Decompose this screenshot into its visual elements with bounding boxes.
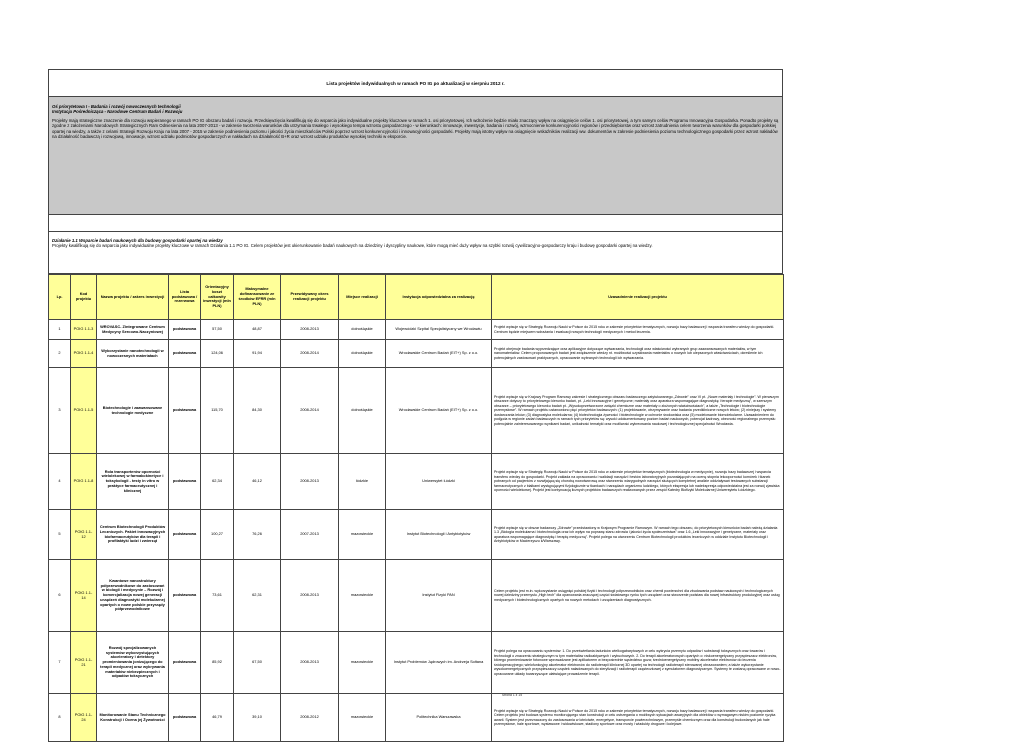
cell-list: podstawowa [169,454,201,510]
cell-just: Projekt wpisuje się w Strategię Rozwoju Nauki w Polsce do 2015 roku w zakresie priorytetów tematycznych, rozwoju bazy badawczej i wsparcia transferu wiedzy do gospodarki. Centrum będzie miejscem wdrażania i ewaluacji nowych technologii medycznych i metod leczenia. [492,320,784,340]
cell-code: POIG 1.1-8 [71,454,97,510]
table-row [49,694,784,742]
cell-list: podstawowa [169,510,201,560]
cell-code: POIG 1.1-5 [71,368,97,454]
table-row [49,632,784,694]
cell-cost: 85,92 [201,632,234,694]
cell-lp: 1 [49,320,71,340]
cell-inst: Instytut Biotechnologii i Antybiotyków [386,510,492,560]
priority-heading: Oś priorytetowa I - Badania i rozwój nowoczesnych technologii [52,104,181,109]
table-row [49,368,784,454]
table-header-row [49,275,784,320]
cell-place: dolnośląskie [339,340,386,368]
cell-name: Biotechnologie i zaawansowane technologie medyczne [97,368,169,454]
cell-place: mazowieckie [339,560,386,632]
cell-cost: 62,34 [201,454,234,510]
document-sheet [48,69,783,742]
cell-efrr: 48,87 [234,320,281,340]
cell-period: 2008-2014 [281,340,339,368]
cell-efrr: 84,30 [234,368,281,454]
measure-heading: Działanie 1.1 Wsparcie badań naukowych dla budowy gospodarki opartej na wiedzy [52,238,223,243]
cell-cost: 73,61 [201,560,234,632]
column-header: Orientacyjny koszt całkowity inwestycji (mln PLN) [201,275,234,320]
cell-period: 2007-2013 [281,510,339,560]
column-header: Miejsce realizacji [339,275,386,320]
measure-text: Projekty kwalifikują się do wsparcia jako indywidualne projekty kluczowe w ramach Działania 1.1 PO IG. Celem projektów jest ukierunkowanie badań naukowych na dziedziny i dyscypliny naukowe, które mogą mieć duży wpływ na szybki rozwój cywilizacyjno-gospodarczy kraju i budowę gospodarki opartej na wiedzy. [52,243,653,249]
cell-name: Rola transporterów oporności wielolekowej w farmakokinetyce i toksykologii - testy in vitro w praktyce farmaceutycznej i klinicznej [97,454,169,510]
cell-lp: 8 [49,694,71,742]
cell-period: 2008-2012 [281,694,339,742]
cell-code: POIG 1.1-21 [71,632,97,694]
cell-list: podstawowa [169,694,201,742]
cell-inst: Wrocławskie Centrum Badań (EIT+) Sp. z o.o. [386,368,492,454]
cell-lp: 4 [49,454,71,510]
cell-just: Celem projektu jest m.in. wykorzystanie osiągnięć polskiej fizyki i technologii półprzewodników oraz chemii powierzchni dla zbudowania podstaw naukowych i technologicznych nowej dziedziny przemysłu „High tech” dla opanowania znaczącej części światowego rynku tych urządzeń oraz stworzenie podstaw dla nowej infrastruktury produkcyjnej oraz usług medycznych i biotechnologicznych opartych na nowych metodach i urządzeniach diagnostycznych. [492,560,784,632]
cell-place: mazowieckie [339,510,386,560]
column-header: Kod projektu [71,275,97,320]
cell-efrr: 91,94 [234,340,281,368]
cell-code: POIG 1.1-12 [71,510,97,560]
cell-efrr: 62,31 [234,560,281,632]
priority-text: Projekty mają strategiczne znaczenie dla rozwoju wspieranego w ramach PO IG obszaru badań i rozwoju. Przedsięwzięcia kwalifikują się do wsparcia jako indywidualne projekty kluczowe w ramach 1. osi priorytetowej. Ich wdrożenie będzie miało znaczący wpływ na osiągnięcie celów 1. osi priorytetowej, a tym samym celów Programu Innowacyjna Gospodarka. Ponadto projekty są zgodne z założeniami Narodowych Strategicznych Ram Odniesienia na lata 2007-2013 - w zakresie tworzenia warunków dla utrzymania trwałego i wysokiego tempa wzrostu gospodarczego - w kierunkach: innowacje, inwestycje, badania i rozwój, wzmocnienie konkurencyjności regionów i przedsiębiorstw oraz wzrost zatrudnienia celem tworzenia warunków dla gospodarki polskiej opartej na wiedzy, a także z celami Strategii Rozwoju Kraju na lata 2007 - 2015 w zakresie podniesienia poziomu i jakości życia mieszkańców Polski poprzez wzrost konkurencyjności i innowacyjności gospodarki. Projekty mają istotny wpływ na osiągnięcie wskaźników realizacji ww. dokumentów w zakresie podniesienia poziomu technologicznego gospodarki przez wzrost nakładów na działalność badawczą i rozwojową, innowacje, wzrost udziału podmiotów gospodarczych w nakładach na działalność B+R oraz wzrost udziału produktów wysokiej techniki w eksporcie. [52,117,779,140]
cell-place: łódzkie [339,454,386,510]
spacer-row [48,215,783,232]
cell-efrr: 67,50 [234,632,281,694]
table-row [49,320,784,340]
column-header: Maksymalne dofinansowanie ze środków EFRR (mln PLN) [234,275,281,320]
cell-just: Projekt polega na opracowaniu systemów: 1. Do prześwietlania ładunków wielkogabarytowych w celu wykrycia przemytu odpadów i substancji toksycznych oraz towarów i technologii o znaczeniu strategicznym w tym materiałów radioaktywnych i wybuchowych. 2. Do terapii akceleratorowych opartych o: niskoenergetyczny przyspieszacz elektronów, którego promieniowanie fotonowe wprowadzane jest aplikatorem w bezpośrednie sąsiedztwo guza; średnioenergetyczny mobilny akcelerator elektronów do leczenia śródoperacyjnego; wielofunkcyjny akcelerator elektronów do radioterapii klinicznej 3D opartej na technologii radioterapii sterowanej obrazowaniem; a także wykorzystanie wysokoenergetycznych przyspieszaczy cząstek naładowanych do sterylizacji i radioterapii cząsteczkowej z symulatorem diagnostycznym. Systemy te zostaną opracowane w nowo-opracowane układy towarzyszące ułatwiające prowadzenie terapii. [492,632,784,694]
cell-inst: Uniwersytet Łódzki [386,454,492,510]
cell-name: Monitorowanie Stanu Technicznego Konstrukcji i Ocena jej Żywotności [97,694,169,742]
cell-efrr: 39,10 [234,694,281,742]
cell-place: mazowieckie [339,694,386,742]
cell-inst: Politechnika Warszawska [386,694,492,742]
cell-name: Wykorzystanie nanotechnologii w nowoczesnych materiałach [97,340,169,368]
cell-cost: 57,50 [201,320,234,340]
column-header: Uzasadnienie realizacji projektu [492,275,784,320]
cell-list: podstawowa [169,632,201,694]
projects-table [48,274,784,742]
cell-period: 2008-2013 [281,320,339,340]
priority-section [48,97,783,215]
cell-lp: 3 [49,368,71,454]
cell-cost: 124,06 [201,340,234,368]
cell-period: 2008-2013 [281,632,339,694]
cell-inst: Wojewódzki Szpital Specjalistyczny we Wrocławiu [386,320,492,340]
cell-efrr: 76,26 [234,510,281,560]
cell-list: podstawowa [169,368,201,454]
cell-name: Kwantowe nanostruktury półprzewodnikowe do zastosowań w biologii i medycynie – Rozwój i komercjalizacja nowej generacji urządzeń diagnostyki molekularnej opartych o nowe polskie przyrządy półprzewodnikowe [97,560,169,632]
cell-cost: 100,27 [201,510,234,560]
cell-lp: 6 [49,560,71,632]
cell-code: POIG 1.1-4 [71,340,97,368]
page-footer: Strona 1 z 15 [501,693,523,697]
column-header: Przewidywany okres realizacji projektu [281,275,339,320]
cell-place: mazowieckie [339,632,386,694]
cell-name: Centrum Biotechnologii Produktów Leczniczych. Pakiet innowacyjnych biofarmaceutyków dla terapii i profilaktyki ludzi i zwierząt [97,510,169,560]
cell-cost: 46,79 [201,694,234,742]
cell-period: 2008-2014 [281,368,339,454]
cell-code: POIG 1.1-14 [71,560,97,632]
cell-just: Projekt wpisuje się w Strategię Rozwoju Nauki w Polsce do 2015 roku w zakresie priorytetów tematycznych, rozwoju bazy badawczej i wsparcia transferu wiedzy do gospodarki. Celem projektu jest budowa systemu monitorującego stan konstrukcji w celu ostrzegania o możliwych sytuacjach awaryjnych dla obiektów o wymaganym niskim poziomie ryzyka awarii. System jest przeznaczony do zastosowania w lotnictwie, energetyce, transporcie powierzchniowym, przemyśle chemicznym oraz dla konstrukcji budowlanych jak hale przemysłowe, hale sportowe, wystawowe i widowiskowe, stadiony sportowe oraz mosty i wiadukty drogowe i kolejowe. [492,694,784,742]
cell-lp: 5 [49,510,71,560]
cell-lp: 2 [49,340,71,368]
cell-inst: Wrocławskie Centrum Badań (EIT+) Sp. z o.o. [386,340,492,368]
cell-period: 2008-2013 [281,560,339,632]
cell-place: dolnośląskie [339,368,386,454]
column-header: Lista podstawowa / rezerwowa [169,275,201,320]
cell-list: podstawowa [169,560,201,632]
cell-cost: 115,70 [201,368,234,454]
cell-efrr: 46,12 [234,454,281,510]
table-row [49,454,784,510]
table-row [49,510,784,560]
column-header: Instytucja odpowiedzialna za realizację [386,275,492,320]
table-row [49,340,784,368]
column-header: Nazwa projektu / zakres inwestycji [97,275,169,320]
cell-just: Projekt wpisuje się w Strategię Rozwoju Nauki w Polsce do 2015 roku w zakresie priorytetów tematycznych (biotechnologia w medycynie), rozwoju bazy badawczej i wsparcia transferu wiedzy do gospodarki. Projekt zakłada na opracowaniu i walidacji narzędzi i testów laboratoryjnych pozwalających na ocenę stopnia lekooporności komórek i tkanek pobranych od pacjentów z rozwijającą się chorobą nowotworową oraz stworzeniu wiarygodnych narzędzi służących kompletnej analizie oddziaływań testowanych substancji farmaceutycznych z białkami występującymi fizjologicznie w tkankach i narządach organizmu ludzkiego, których ekspresja lub nadekspresja odpowiedzialna jest za rozwój zjawiska oporności wielolekowej. Projekt jest kontynuacją licznych projektów badawczych realizowanych przez zespół Katedry Biofizyki Molekularnej Uniwersytetu Łódzkiego. [492,454,784,510]
priority-institution: Instytucja Pośrednicząca - Narodowe Centrum Badań i Rozwoju [52,109,183,115]
cell-just: Projekt wpisuje się w obszar badawczy „Zdrowie” przedstawiony w Krajowym Programie Ramowym. W ramach tego obszaru, do priorytetowych kierunków badań należą działania 1.3 „Biologia molekularna i biotechnologia oraz ich wpływ na poprawę stanu zdrowia i jakości życia społeczeństwa” oraz 1.6 „Leki innowacyjne i genetyczne, materiały oraz aparatura wspomagające diagnostykę i terapię medyczną”. Projekt polega na utworzeniu Centrum Biotechnologii produktów leczniczych w oddziale Instytutu Biotechnologii i Antybiotyków w Macierzyszu k/Warszawy. [492,510,784,560]
cell-code: POIG 1.1-24 [71,694,97,742]
document-title: Lista projektów indywidualnych w ramach PO IG po aktualizacji w sierpniu 2012 r. [48,69,783,97]
cell-code: POIG 1.1-3 [71,320,97,340]
cell-place: dolnośląskie [339,320,386,340]
cell-just: Projekt obejmuje badania wyprzedzające oraz aplikacyjne dotyczące wytwarzania, technologii oraz właściwości wybranych grup zaawansowanych materiałów, w tym nanomateriałów. Celem proponowanych badań jest zwiększenie wiedzy nt. możliwości uzyskiwania materiałów o nowych lub ulepszonych właściwościach, określenie ich potencjalnych zastosowań praktycznych, opracowanie wybranych technologii ich wytwarzania. [492,340,784,368]
cell-list: podstawowa [169,340,201,368]
cell-just: Projekt wpisuje się w Krajowy Program Ramowy zakresie I strategicznego obszaru badawczego zatytułowanego „Zdrowie” oraz VI pt. „Nowe materiały i technologie”. W pierwszym obszarze dotyczy to priorytetowego kierunku badań, pt. „Leki innowacyjne i genetyczne; materiały oraz aparatura wspomagające diagnostykę i terapie medyczną”, w szerszym obszarze – priorytetowego kierunku badań pt. „Wysokoprzetworzone związki chemiczne oraz materiały o złożonych właściwościach”, a także „Technologie i biotechnologie przemysłowe”. W ramach projektu ustanowiono pięć priorytetów badawczych: (1) projektowanie, otrzymywanie oraz badania przedkliniczne nowych leków; (2) niniejszy i systemy dostarczania leków; (3) diagnostyka molekularna; (4) biotechnologia żywności i biotechnologie w ochronie środowiska oraz (5) modelowanie biomolekularne. Uzasadnieniem do podjęcia w regionie zadań badawczych w ramach tych priorytetów są: wysoki udokumentowany poziom badań naukowych, potencjał kadrowy, obecność regionalnego przemysłu potencjalnie zainteresowanego wynikami badań, unikalność tematyki oraz możliwość wykreowania naukowej i technologicznej specjalności Wrocławia. [492,368,784,454]
cell-inst: Instytut Fizyki PAN [386,560,492,632]
cell-lp: 7 [49,632,71,694]
table-row [49,560,784,632]
measure-section [48,232,783,274]
cell-inst: Instytut Problemów Jądrowych im. Andrzeja Sołtana [386,632,492,694]
column-header: Lp. [49,275,71,320]
cell-period: 2008-2013 [281,454,339,510]
cell-name: Rozwój specjalizowanych systemów wykorzystujących akceleratory i detektory promieniowania jonizującego do terapii medycznej oraz wykrywania materiałów niebezpiecznych i odpadów toksycznych [97,632,169,694]
cell-list: podstawowa [169,320,201,340]
cell-name: WROVASC- Zintegrowane Centrum Medycyny Sercowo-Naczyniowej [97,320,169,340]
